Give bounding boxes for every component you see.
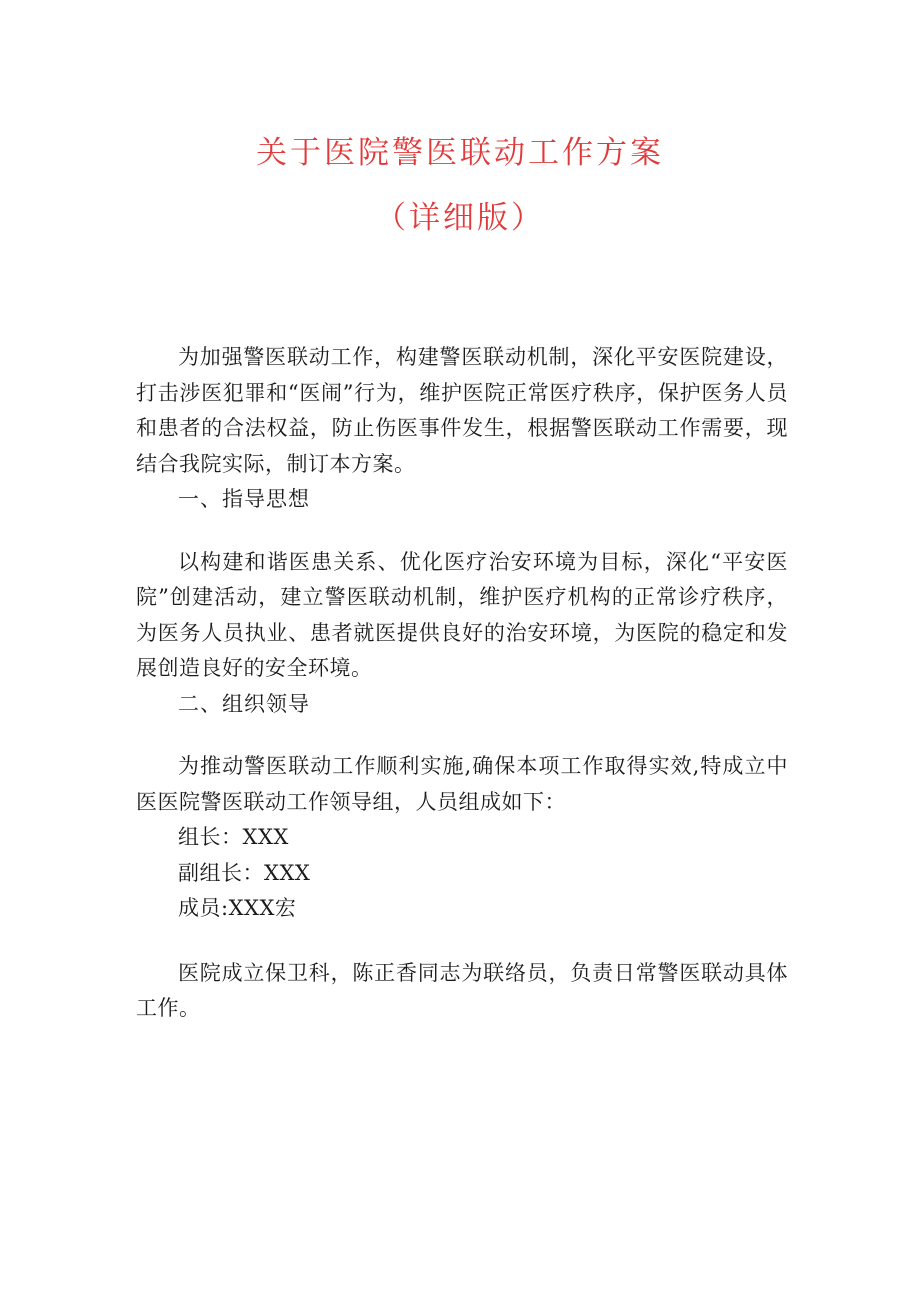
section-heading-guiding-ideology: 一、指导思想 — [178, 487, 310, 511]
leader-line: 组长：XXX — [178, 825, 289, 849]
organization-paragraph: 为推动警医联动工作顺利实施,确保本项工作取得实效,特成立中医医院警医联动工作领导组，人员组成如下： — [136, 754, 788, 814]
document-title: 关于医院警医联动工作方案 — [256, 135, 664, 171]
intro-paragraph: 为加强警医联动工作，构建警医联动机制，深化平安医院建设，打击涉医犯罪和“医闹”行为，维护医院正常医疗秩序，保护医务人员和患者的合法权益，防止伤医事件发生，根据警医联动工作需要，现结合我院实际，制订本方案。 — [136, 345, 788, 476]
guiding-ideology-paragraph: 以构建和谐医患关系、优化医疗治安环境为目标，深化“平安医院”创建活动，建立警医联动机制，维护医疗机构的正常诊疗秩序，为医务人员执业、患者就医提供良好的治安环境，为医院的稳定和发展创造良好的安全环境。 — [136, 549, 788, 680]
liaison-paragraph: 医院成立保卫科，陈正香同志为联络员，负责日常警医联动具体工作。 — [136, 960, 788, 1020]
members-line: 成员:XXX宏 — [178, 896, 297, 920]
document-subtitle: （详细版） — [375, 200, 545, 236]
deputy-leader-line: 副组长：XXX — [178, 860, 311, 885]
document-body — [136, 340, 788, 1027]
section-heading-organization: 二、组织领导 — [178, 691, 310, 716]
